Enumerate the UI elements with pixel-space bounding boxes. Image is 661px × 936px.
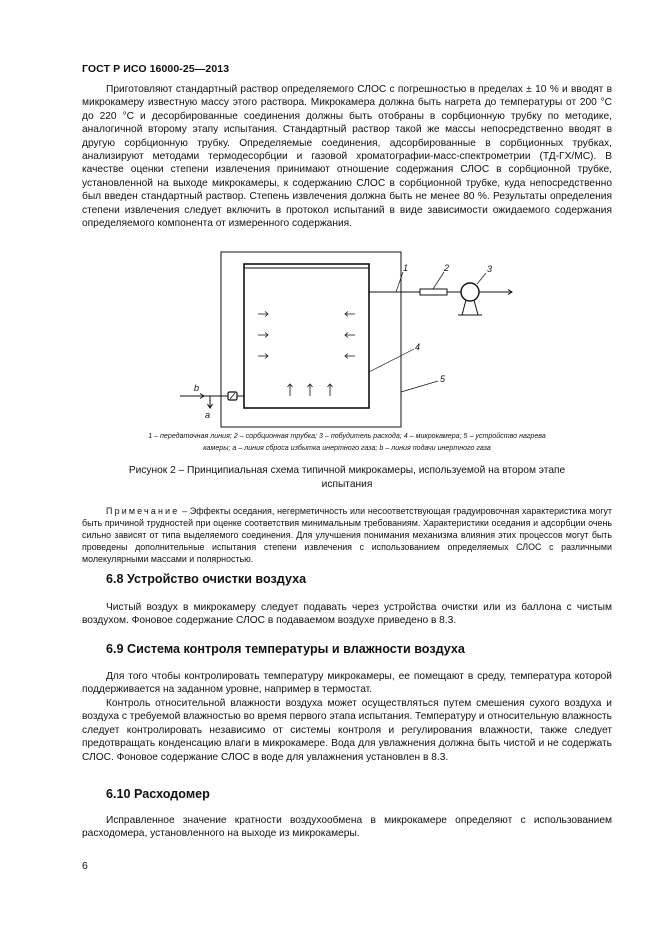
heating-device-outline bbox=[221, 252, 401, 427]
label-4: 4 bbox=[415, 342, 421, 352]
sorbent-tube bbox=[420, 289, 447, 295]
inner-flow-arrows-left bbox=[258, 312, 268, 359]
leader-4 bbox=[369, 349, 414, 372]
leader-1 bbox=[396, 272, 403, 292]
section-6-9-paragraph-2: Контроль относительной влажности воздуха может осуществляться путем смешения сухого воздуха и воздуха с требуемой влажностью во время первого этапа испытания. Температуру и относительную влажность следует контролировать независимо от системы контроля и регулирования влажности, также следует предотвращать конденсацию влаги в микрокамере. Вода для увлажнения должна быть чистой и не содержать СЛОС. Фоновое содержание СЛОС в воде для увлажнения установлен в 8.3. bbox=[82, 698, 612, 763]
leader-5 bbox=[401, 381, 438, 392]
label-a: a bbox=[205, 410, 211, 420]
section-6-9-title: 6.9 Система контроля температуры и влажности воздуха bbox=[106, 642, 465, 656]
inner-flow-arrows-up bbox=[288, 384, 333, 396]
figure-legend-line-1: 1 – передаточная линия; 2 – сорбционная трубка; 3 – побудитель расхода; 4 – микрокамера; 5 – устройство нагрева bbox=[148, 432, 546, 440]
intro-paragraph: Приготовляют стандартный раствор определяемого СЛОС с погрешностью в пределах ± 10 % и вводят в микрокамеру известную массу этого раствора. Микрокамера должна быть нагрета до температуры от 200 °С до 220 °С и десорбированные соединения должны быть отобраны в сорбционную трубку по методике, аналогичной второму этапу испытания. Стандартный раствор такой же массы непосредственно вводят в другую сорбционную трубку. Определяемые соединения, адсорбированные в сорбционных трубках, анализируют методами термодесорбции и газовой хроматографии-масс-спектрометрии (ТД-ГХ/МС). В качестве оценки степени извлечения принимают отношение содержания СЛОС в сорбционной трубке, установленной на выходе микрокамеры, к содержанию СЛОС в сорбционной трубке, куда непосредственно был введен стандартный раствор. Степень извлечения должна быть не менее 80 %. Результаты определения степени извлечения следует включить в протокол испытаний в виде зависимости ожидаемого содержания определяемого компонента от измеренного содержания. bbox=[82, 84, 612, 230]
label-2: 2 bbox=[444, 263, 450, 273]
microchamber-diagram bbox=[0, 0, 661, 440]
label-5: 5 bbox=[440, 374, 446, 384]
leader-3 bbox=[477, 273, 486, 284]
section-6-10-title: 6.10 Расходомер bbox=[106, 787, 210, 801]
pump-base bbox=[458, 300, 482, 315]
figure-caption-line-1: Рисунок 2 – Принципиальная схема типичной микрокамеры, используемой на втором этапе bbox=[128, 465, 566, 476]
note-text: – Эффекты оседания, негерметичность или несоответствующая градуировочная характеристика могут быть причиной трудностей при оценке соответствия минимальным требованиям. Характеристики оседания и адсорбции очень сильно зависят от типа выделяемого соединения. Для улучшения понимания механизма влияния этих процессов могут быть проведены дополнительные испытания степени извлечения с использованием определяемых СЛОС с различными молекулярными массами и полярностью. bbox=[82, 506, 612, 565]
section-6-8-title: 6.8 Устройство очистки воздуха bbox=[106, 572, 307, 586]
leader-2 bbox=[433, 272, 444, 289]
label-1: 1 bbox=[403, 263, 409, 273]
figure-caption-line-2: испытания bbox=[321, 479, 373, 490]
microchamber-outline bbox=[244, 264, 369, 408]
figure-legend-line-2: камеры; a – линия сброса избытка инертного газа; b – линия подачи инертного газа bbox=[203, 444, 491, 452]
section-6-10-paragraph: Исправленное значение кратности воздухообмена в микрокамере определяют с использованием расходомера, установленного на выходе из микрокамеры. bbox=[82, 815, 612, 840]
label-3: 3 bbox=[487, 264, 493, 274]
page-number: 6 bbox=[82, 860, 88, 872]
section-6-9-paragraph-1: Для того чтобы контролировать температуру микрокамеры, ее помещают в среду, температура которой поддерживается на заданном уровне, например в термостат. bbox=[82, 671, 612, 696]
flow-pump bbox=[461, 283, 479, 301]
note-label: Примечание bbox=[106, 506, 180, 516]
section-6-8-paragraph: Чистый воздух в микрокамеру следует подавать через устройства очистки или из баллона с чистым воздухом. Фоновое содержание СЛОС в подаваемом воздухе приведено в 8.3. bbox=[82, 602, 612, 627]
document-header: ГОСТ Р ИСО 16000-25—2013 bbox=[82, 63, 230, 75]
figure-note bbox=[82, 505, 612, 565]
label-b: b bbox=[194, 383, 200, 393]
inner-flow-arrows-right bbox=[345, 312, 355, 359]
